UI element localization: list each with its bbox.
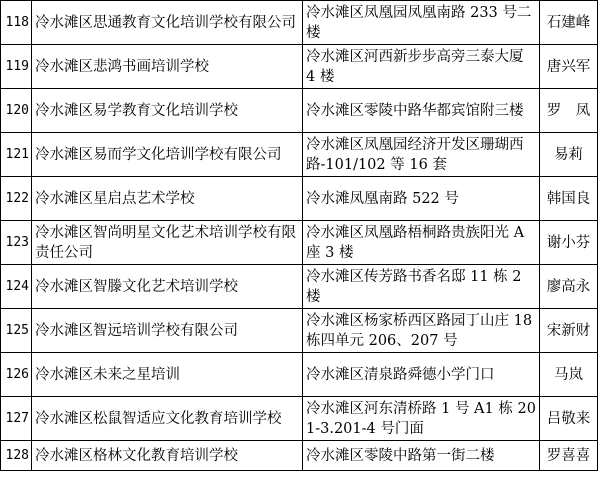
table-row — [1, 45, 598, 89]
table-row — [1, 441, 598, 471]
legal-representative: 吕敬来 — [540, 397, 598, 441]
row-number: 118 — [1, 1, 32, 45]
row-number: 128 — [1, 441, 32, 471]
legal-representative: 韩国良 — [540, 177, 598, 221]
school-name: 冷水滩区智远培训学校有限公司 — [32, 309, 303, 353]
legal-representative: 易莉 — [540, 133, 598, 177]
table-row — [1, 89, 598, 133]
school-name: 冷水滩区松鼠智适应文化教育培训学校 — [32, 397, 303, 441]
school-name: 冷水滩区易而学文化培训学校有限公司 — [32, 133, 303, 177]
legal-representative: 唐兴军 — [540, 45, 598, 89]
school-name: 冷水滩区易学教育文化培训学校 — [32, 89, 303, 133]
row-number: 126 — [1, 353, 32, 397]
legal-representative: 廖高永 — [540, 265, 598, 309]
school-address: 冷水滩区河西新步步高旁三泰大厦 4 楼 — [303, 45, 540, 89]
school-name: 冷水滩区未来之星培训 — [32, 353, 303, 397]
legal-representative: 谢小芬 — [540, 221, 598, 265]
school-name: 冷水滩区智尚明星文化艺术培训学校有限责任公司 — [32, 221, 303, 265]
school-address: 冷水滩区零陵中路华都宾馆附三楼 — [303, 89, 540, 133]
school-address: 冷水滩凤凰南路 522 号 — [303, 177, 540, 221]
schools-table-body — [1, 1, 598, 471]
row-number: 127 — [1, 397, 32, 441]
school-address: 冷水滩区凤凰路梧桐路贵族阳光 A 座 3 楼 — [303, 221, 540, 265]
school-name: 冷水滩区悲鸿书画培训学校 — [32, 45, 303, 89]
table-row — [1, 397, 598, 441]
legal-representative: 石建峰 — [540, 1, 598, 45]
table-row — [1, 1, 598, 45]
school-address: 冷水滩区河东清桥路 1 号 A1 栋 201-3.201-4 号门面 — [303, 397, 540, 441]
school-address: 冷水滩区清泉路舜德小学门口 — [303, 353, 540, 397]
legal-representative: 罗喜喜 — [540, 441, 598, 471]
table-row — [1, 309, 598, 353]
row-number: 124 — [1, 265, 32, 309]
school-address: 冷水滩区杨家桥西区路园丁山庄 18 栋四单元 206、207 号 — [303, 309, 540, 353]
school-name: 冷水滩区格林文化教育培训学校 — [32, 441, 303, 471]
school-address: 冷水滩区传芳路书香名邸 11 栋 2 楼 — [303, 265, 540, 309]
row-number: 120 — [1, 89, 32, 133]
legal-representative: 宋新财 — [540, 309, 598, 353]
table-row — [1, 133, 598, 177]
school-name: 冷水滩区星启点艺术学校 — [32, 177, 303, 221]
table-row — [1, 353, 598, 397]
row-number: 125 — [1, 309, 32, 353]
school-name: 冷水滩区思通教育文化培训学校有限公司 — [32, 1, 303, 45]
table-row — [1, 221, 598, 265]
school-address: 冷水滩区凤凰园凤凰南路 233 号二楼 — [303, 1, 540, 45]
table-row — [1, 177, 598, 221]
school-address: 冷水滩区零陵中路第一街二楼 — [303, 441, 540, 471]
row-number: 119 — [1, 45, 32, 89]
row-number: 121 — [1, 133, 32, 177]
row-number: 123 — [1, 221, 32, 265]
school-address: 冷水滩区凤凰园经济开发区珊瑚西路-101/102 等 16 套 — [303, 133, 540, 177]
legal-representative: 马岚 — [540, 353, 598, 397]
table-row — [1, 265, 598, 309]
legal-representative: 罗 凤 — [540, 89, 598, 133]
row-number: 122 — [1, 177, 32, 221]
school-name: 冷水滩区智滕文化艺术培训学校 — [32, 265, 303, 309]
